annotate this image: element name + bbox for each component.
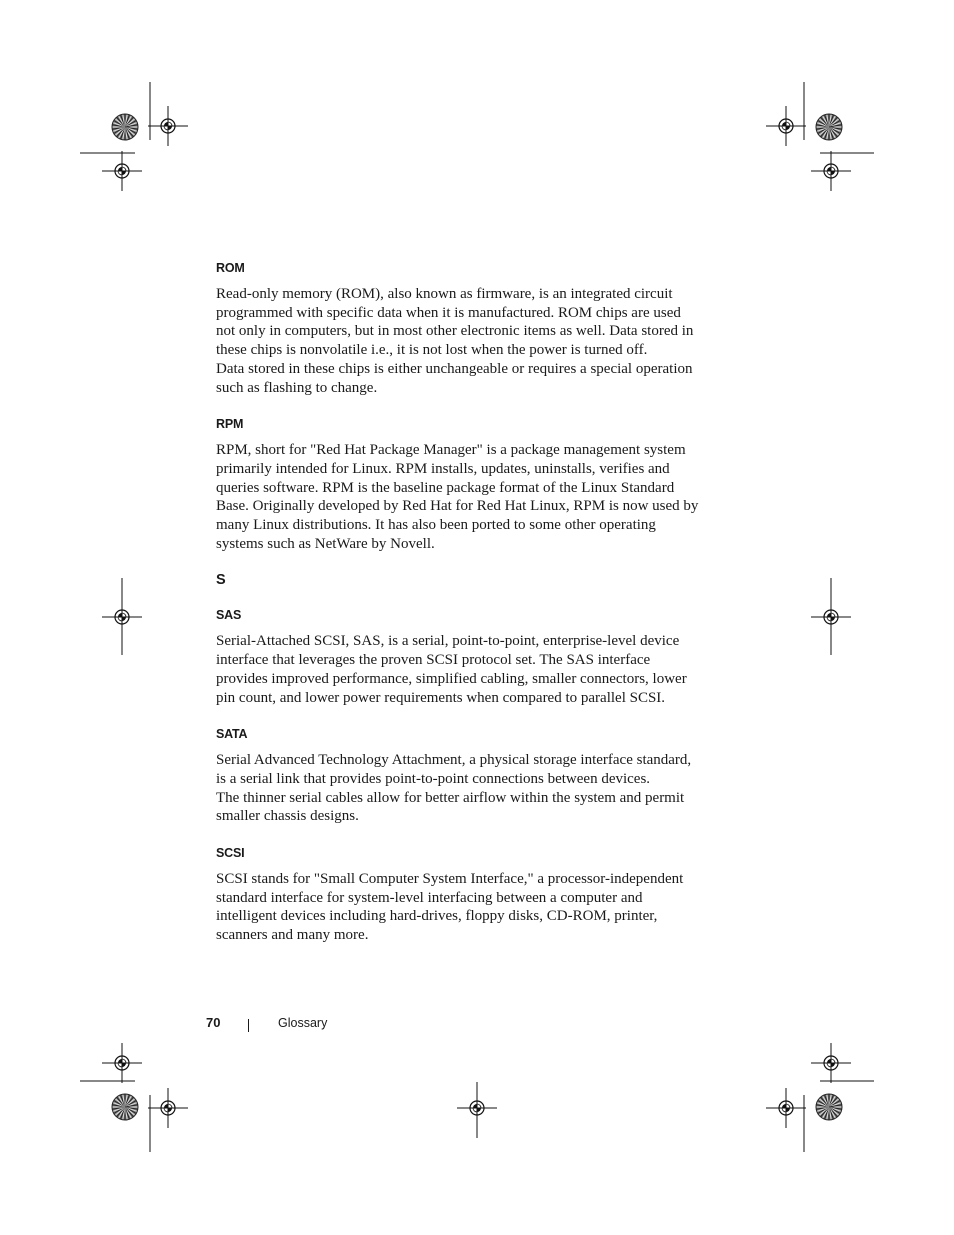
registration-crosshair-mark	[782, 1104, 786, 1108]
registration-crosshair-mark	[164, 126, 168, 130]
registration-crosshair-mark	[118, 613, 122, 617]
registration-crosshair-mark	[164, 1104, 168, 1108]
registration-crosshair-mark	[831, 617, 835, 621]
glossary-definition	[216, 870, 716, 945]
registration-crosshair-mark	[827, 613, 831, 617]
definition-line: Read-only memory (ROM), also known as firmware, is an integrated circuit	[216, 286, 673, 302]
registration-crosshair-mark	[831, 1059, 835, 1063]
footer-section-title: Glossary	[278, 1016, 328, 1030]
glossary-definition	[216, 632, 716, 707]
definition-line: intelligent devices including hard-drives, floppy disks, CD-ROM, printer,	[216, 908, 658, 925]
registration-crosshair-mark	[827, 167, 831, 171]
registration-crosshair-mark	[786, 1104, 790, 1108]
registration-crosshair-mark	[827, 171, 831, 175]
registration-crosshair-mark	[782, 1108, 786, 1112]
definition-line: programmed with specific data when it is manufactured. ROM chips are used	[216, 304, 681, 321]
glossary-content	[216, 259, 716, 963]
registration-crosshair-mark	[118, 1059, 122, 1063]
registration-crosshair-mark	[122, 171, 126, 175]
registration-crosshair-mark	[786, 1108, 790, 1112]
registration-crosshair-mark	[118, 171, 122, 175]
definition-line: The thinner serial cables allow for better airflow within the system and permit	[216, 789, 685, 806]
definition-line: standard interface for system-level interfacing between a computer and	[216, 889, 643, 906]
registration-crosshair-mark	[831, 167, 835, 171]
definition-line: interface that leverages the proven SCSI protocol set. The SAS interface	[216, 652, 651, 669]
registration-crosshair-mark	[473, 1108, 477, 1112]
glossary-term-rpm: RPM	[216, 417, 244, 432]
registration-crosshair-mark	[831, 1063, 835, 1067]
registration-crosshair-mark	[122, 1063, 126, 1067]
registration-crosshair-mark	[168, 122, 172, 126]
section-letter-heading: S	[216, 572, 226, 589]
registration-crosshair-mark	[827, 1059, 831, 1063]
registration-crosshair-mark	[168, 1108, 172, 1112]
registration-crosshair-mark	[164, 122, 168, 126]
definition-line: such as flashing to change.	[216, 379, 378, 396]
definition-line: Base. Originally developed by Red Hat for Red Hat Linux, RPM is now used by	[216, 498, 699, 515]
registration-crosshair-mark	[831, 171, 835, 175]
definition-line: systems such as NetWare by Novell.	[216, 535, 435, 552]
definition-line: Data stored in these chips is either unchangeable or requires a special operation	[216, 360, 693, 377]
definition-line: primarily intended for Linux. RPM installs, updates, uninstalls, verifies and	[216, 460, 670, 477]
registration-crosshair-mark	[164, 1108, 168, 1112]
glossary-term-scsi: SCSI	[216, 846, 245, 861]
registration-crosshair-mark	[473, 1104, 477, 1108]
glossary-definition	[216, 285, 716, 397]
definition-line: is a serial link that provides point-to-point connections between devices.	[216, 770, 651, 787]
definition-line: SCSI stands for "Small Computer System Interface," a processor-independent	[216, 871, 684, 888]
registration-crosshair-mark	[118, 167, 122, 171]
glossary-term-rom: ROM	[216, 261, 245, 275]
registration-crosshair-mark	[786, 126, 790, 130]
registration-crosshair-mark	[168, 1104, 172, 1108]
registration-crosshair-mark	[477, 1108, 481, 1112]
glossary-term-sas: SAS	[216, 608, 242, 623]
registration-crosshair-mark	[122, 617, 126, 621]
registration-crosshair-mark	[118, 617, 122, 621]
registration-crosshair-mark	[827, 617, 831, 621]
definition-line: scanners and many more.	[216, 927, 369, 944]
definition-line: provides improved performance, simplified cabling, smaller connectors, lower	[216, 670, 687, 687]
footer-separator	[248, 1019, 249, 1032]
definition-line: smaller chassis designs.	[216, 808, 359, 825]
registration-crosshair-mark	[782, 122, 786, 126]
registration-crosshair-mark	[118, 1063, 122, 1067]
glossary-definition	[216, 751, 716, 826]
glossary-definition	[216, 441, 716, 553]
definition-line: RPM, short for "Red Hat Package Manager" is a package management system	[216, 442, 686, 459]
definition-line: pin count, and lower power requirements when compared to parallel SCSI.	[216, 689, 666, 706]
registration-crosshair-mark	[782, 126, 786, 130]
registration-crosshair-mark	[168, 126, 172, 130]
registration-crosshair-mark	[786, 122, 790, 126]
definition-line: Serial Advanced Technology Attachment, a physical storage interface standard,	[216, 752, 692, 769]
definition-line: many Linux distributions. It has also been ported to some other operating	[216, 517, 656, 534]
glossary-term-sata: SATA	[216, 727, 248, 742]
definition-line: Serial-Attached SCSI, SAS, is a serial, point-to-point, enterprise-level device	[216, 633, 680, 650]
registration-crosshair-mark	[827, 1063, 831, 1067]
definition-line: not only in computers, but in most other electronic items as well. Data stored in	[216, 323, 694, 340]
registration-crosshair-mark	[831, 613, 835, 617]
page-number: 70	[206, 1015, 221, 1030]
registration-crosshair-mark	[122, 1059, 126, 1063]
registration-crosshair-mark	[477, 1104, 481, 1108]
definition-line: queries software. RPM is the baseline package format of the Linux Standard	[216, 479, 675, 496]
page-footer	[0, 1015, 954, 1035]
definition-line: these chips is nonvolatile i.e., it is not lost when the power is turned off.	[216, 342, 648, 359]
registration-crosshair-mark	[122, 167, 126, 171]
registration-crosshair-mark	[122, 613, 126, 617]
